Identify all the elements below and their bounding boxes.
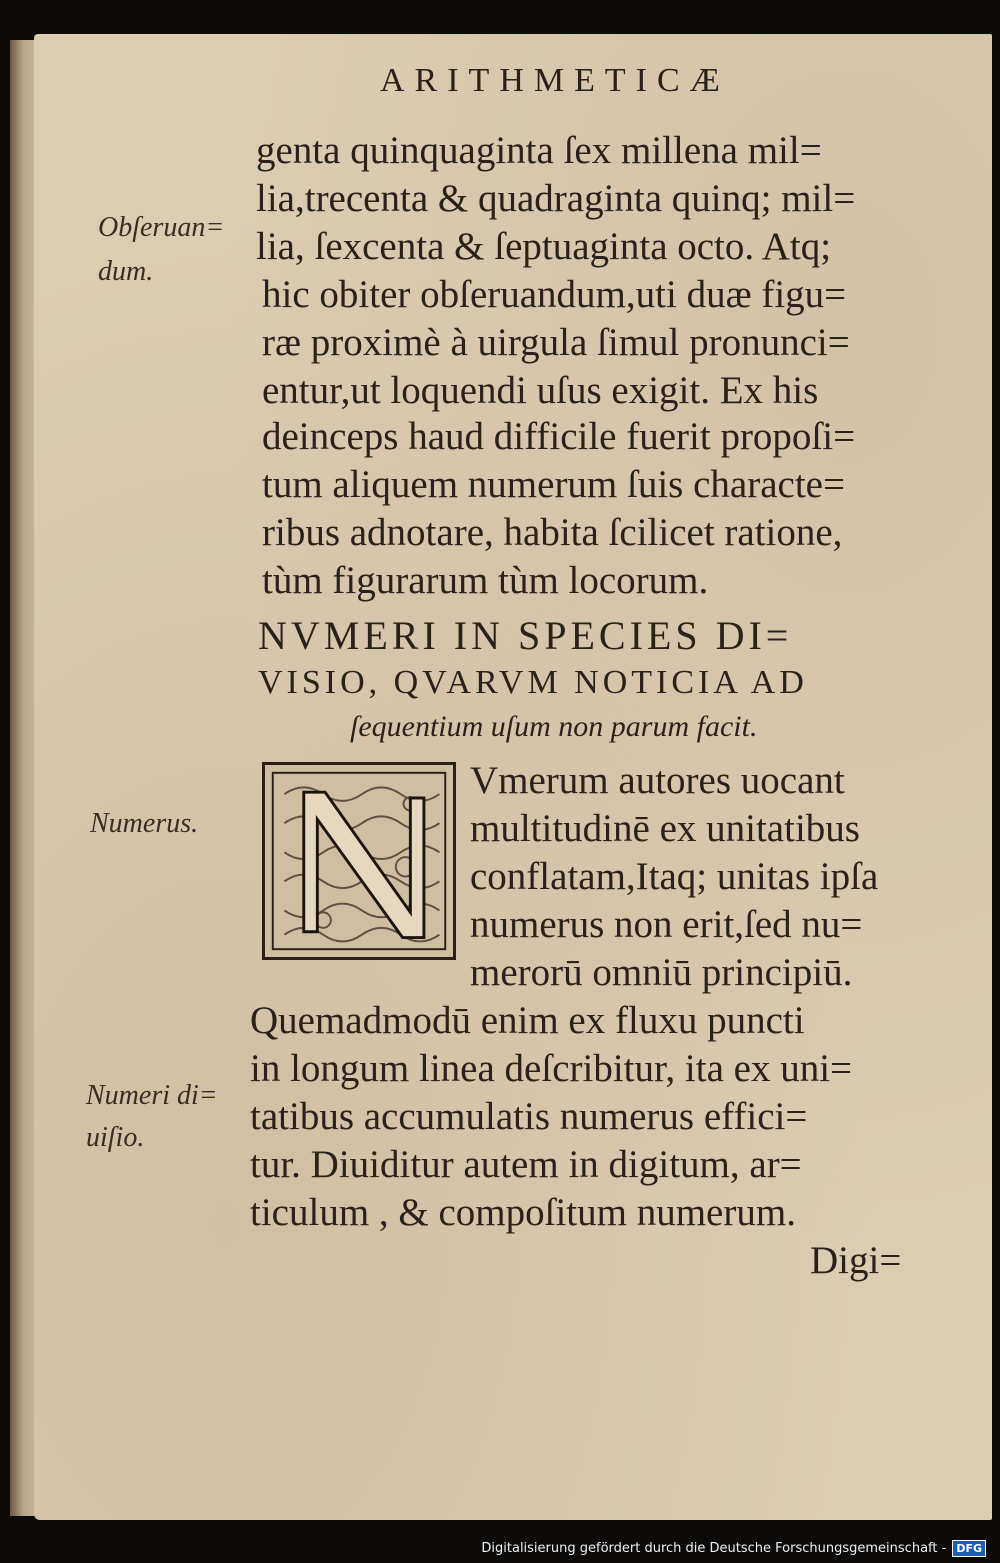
section-heading-line-2: VISIO, QVARVM NOTICIA AD [258,664,808,701]
text-line: tùm figurarum tùm locorum. [262,559,709,602]
margin-note-observandum: Obſeruan= [98,212,225,243]
text-line: ræ proximè à uirgula ſimul pronunci= [262,321,850,364]
ornament-initial-icon [265,765,453,957]
text-line: numerus non erit,ſed nu= [470,903,863,946]
margin-note-numeri-divisio: Numeri di= [86,1080,218,1111]
margin-note-numeri-divisio-cont: uiſio. [86,1122,145,1153]
text-line: tur. Diuiditur autem in digitum, ar= [250,1143,802,1186]
section-heading-line-1: NVMERI IN SPECIES DI= [258,613,793,658]
text-line: genta quinquaginta ſex millena mil= [256,129,822,172]
text-line: tum aliquem numerum ſuis characte= [262,463,845,506]
text-line: lia,trecenta & quadraginta quinq; mil= [256,177,856,220]
text-line: deinceps haud difficile fuerit propoſi= [262,415,856,458]
dfg-logo-icon: DFG [952,1540,986,1557]
text-line: ribus adnotare, habita ſcilicet ratione, [262,511,843,554]
footer-text: Digitalisierung gefördert durch die Deutsche Forschungsgemeinschaft - [481,1541,947,1556]
text-line: Quemadmodū enim ex fluxu puncti [250,999,805,1042]
text-line: lia, ſexcenta & ſeptuaginta octo. Atq; [256,225,832,268]
text-line: tatibus accumulatis numerus effici= [250,1095,808,1138]
digitization-footer [481,1540,986,1557]
decorated-initial-n [262,762,456,960]
catchword: Digi= [810,1239,902,1282]
text-line: conflatam,Itaq; unitas ipſa [470,855,879,898]
section-heading-line-3: ſequentium uſum non parum facit. [350,710,758,743]
margin-note-numerus: Numerus. [90,808,199,839]
text-line: hic obiter obſeruandum,uti duæ figu= [262,273,847,316]
text-line: ticulum , & compoſitum numerum. [250,1191,796,1234]
text-line: merorū omniū principiū. [470,951,853,994]
text-line: entur,ut loquendi uſus exigit. Ex his [262,369,819,412]
running-head: ARITHMETICÆ [380,62,730,99]
text-line: in longum linea deſcribitur, ita ex uni= [250,1047,853,1090]
text-line: Vmerum autores uocant [470,759,845,802]
text-line: multitudinē ex unitatibus [470,807,860,850]
margin-note-observandum-cont: dum. [98,256,154,287]
